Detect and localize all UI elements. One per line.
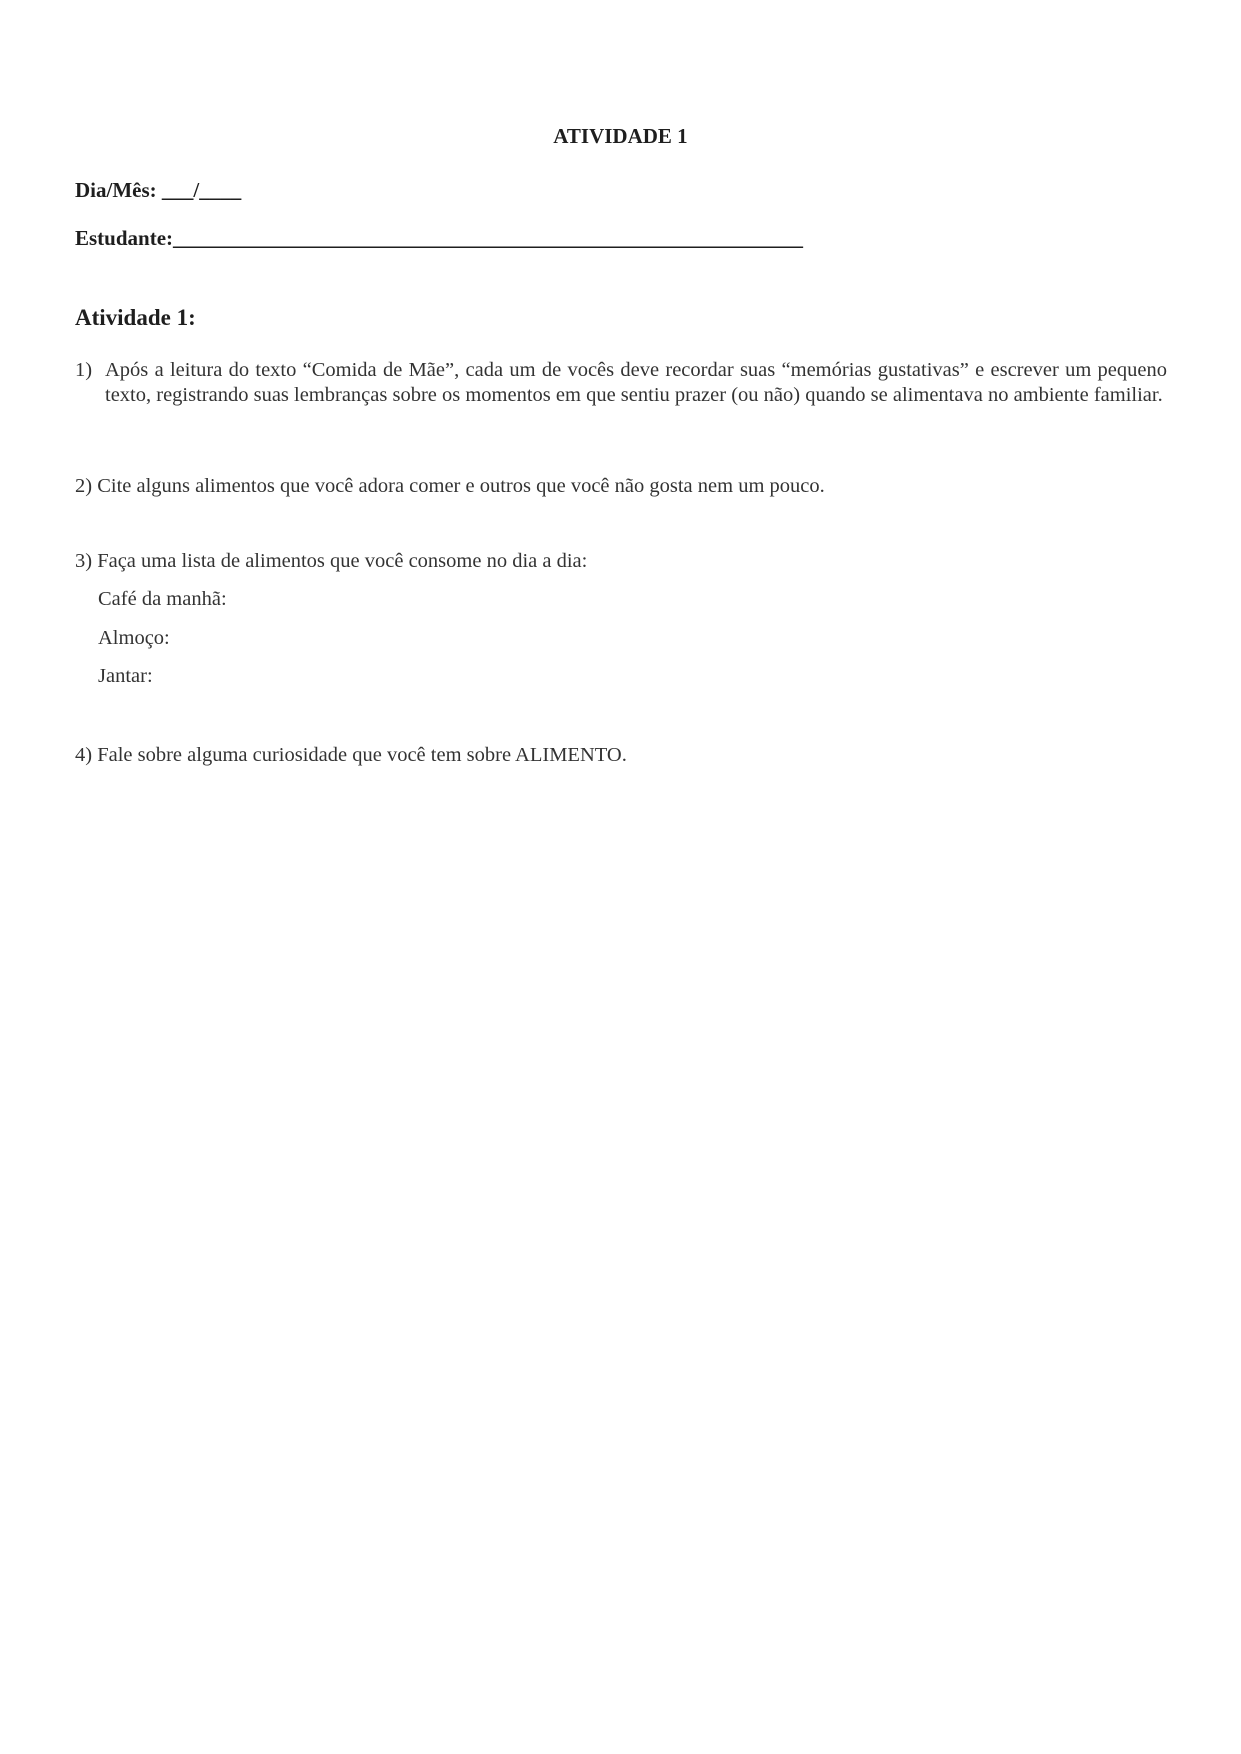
question-1-text: Após a leitura do texto “Comida de Mãe”, cada um de vocês deve recordar suas “memórias gustativas” e escrever um pequeno texto, registrando suas lembranças sobre os momentos em que sentiu prazer (ou não) quando se alimentava no ambiente familiar. bbox=[105, 359, 1167, 406]
question-2: 2) Cite alguns alimentos que você adora comer e outros que você não gosta nem um pouco. bbox=[75, 475, 825, 497]
date-field: Dia/Mês: ___/____ bbox=[75, 178, 242, 202]
question-4: 4) Fale sobre alguma curiosidade que você tem sobre ALIMENTO. bbox=[75, 744, 627, 766]
question-3: 3) Faça uma lista de alimentos que você consome no dia a dia: bbox=[75, 550, 588, 572]
meal-item-breakfast: Café da manhã: bbox=[98, 588, 227, 610]
section-heading: Atividade 1: bbox=[75, 305, 196, 330]
student-name-field: Estudante:____________________________________________________________ bbox=[75, 226, 804, 250]
meal-item-lunch: Almoço: bbox=[98, 627, 170, 649]
page-title bbox=[0, 124, 1241, 149]
question-1 bbox=[75, 358, 1167, 408]
page-title-text: ATIVIDADE 1 bbox=[553, 124, 688, 148]
meal-item-dinner: Jantar: bbox=[98, 665, 153, 687]
question-1-number: 1) bbox=[75, 359, 93, 381]
